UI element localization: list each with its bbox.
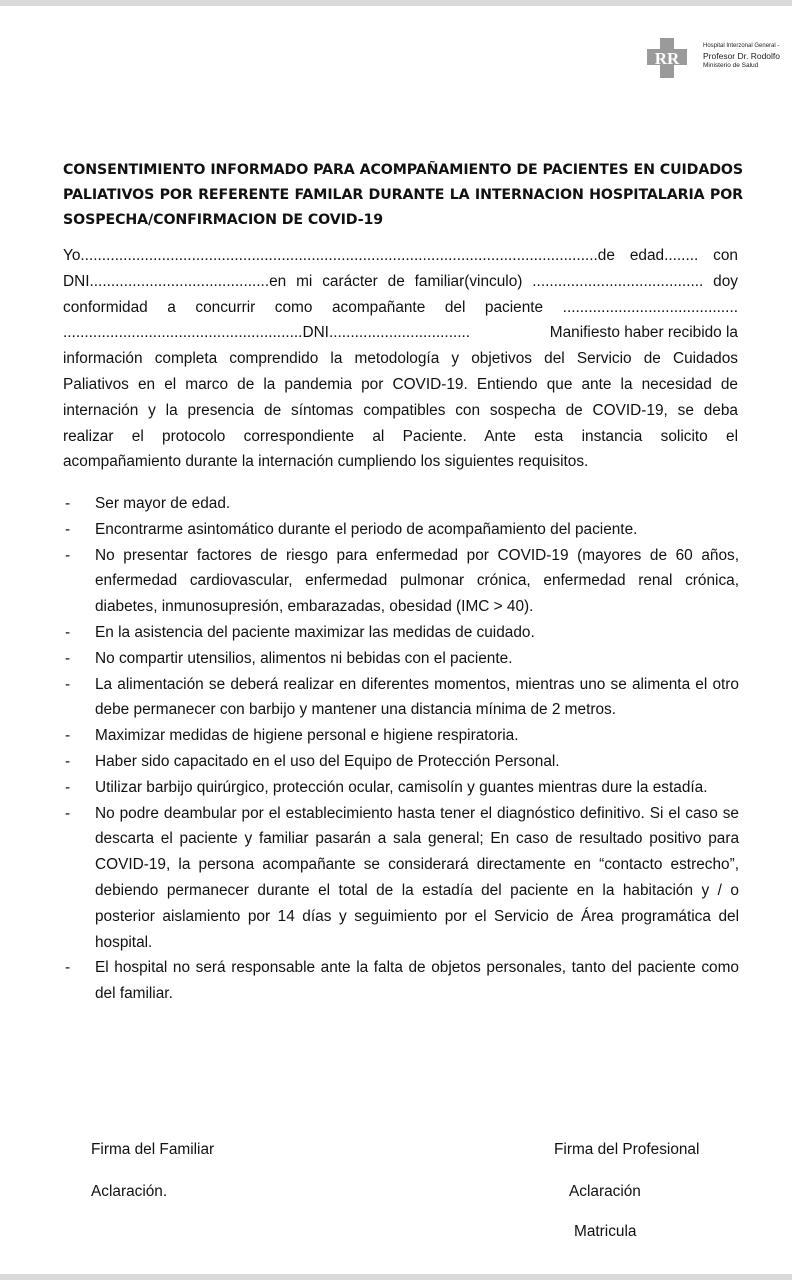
paragraph-line-2: Paliativos en el marco de la pandemia por COVID-19. Entiendo que ante la necesidad de (63, 375, 738, 393)
professional-signature-label: Firma del Profesional (554, 1141, 700, 1158)
title-line-1: CONSENTIMIENTO INFORMADO PARA ACOMPAÑAMIENTO DE PACIENTES EN CUIDADOS (63, 162, 743, 178)
hospital-logo-icon (644, 36, 690, 80)
list-item: - Utilizar barbijo quirúrgico, protección ocular, camisolín y guantes mientras dure la estadía. (65, 778, 708, 796)
ministry-line: Ministerio de Salud (703, 62, 759, 69)
patient-dni-field: ........................................................DNI................................. (63, 324, 471, 342)
list-item: - Haber sido capacitado en el uso del Equipo de Protección Personal. (65, 752, 560, 770)
document-title (63, 158, 743, 233)
paragraph-line-5: acompañamiento durante la internación cumpliendo los siguientes requisitos. (63, 453, 589, 471)
list-item: - Maximizar medidas de higiene personal e higiene respiratoria. (65, 727, 519, 745)
form-line-name (63, 243, 738, 269)
hospital-header (703, 41, 780, 71)
title-line-2: PALIATIVOS POR REFERENTE FAMILAR DURANTE LA INTERNACION HOSPITALARIA POR (63, 187, 743, 203)
form-line-patient-dni (63, 320, 738, 346)
with-label: con (713, 247, 738, 264)
form-line-dni: DNI..........................................en mi carácter de familiar(vinculo) ........................................ doy (63, 272, 738, 290)
hospital-name-line: Hospital Interzonal General - (703, 43, 780, 49)
hospital-director-line: Profesor Dr. Rodolfo (703, 51, 781, 61)
familiar-signature-label: Firma del Familiar (91, 1141, 215, 1158)
svg-text:RR: RR (654, 49, 680, 68)
paragraph-line-4: realizar el protocolo correspondiente al Paciente. Ante esta instancia solicito el (63, 427, 738, 445)
professional-clarification-label: Aclaración (569, 1183, 641, 1200)
name-field: Yo.........................................................................................................................de (63, 247, 615, 264)
professional-license-label: Matricula (574, 1223, 637, 1240)
familiar-clarification-label: Aclaración. (91, 1183, 168, 1200)
title-line-3: SOSPECHA/CONFIRMACION DE COVID-19 (63, 212, 384, 228)
list-item: - El hospital no será responsable ante la falta de objetos personales, tanto del paciente como del familiar. (65, 959, 739, 1003)
list-item: - Ser mayor de edad. (65, 495, 231, 512)
list-item: - Encontrarme asintomático durante el periodo de acompañamiento del paciente. (65, 520, 638, 538)
list-item: - No podre deambular por el establecimiento hasta tener el diagnóstico definitivo. Si el caso se descarta el paciente y familiar pasarán a sala general; En caso de resultado positivo para COVID-19, la persona acompañante se considerará directamente en “contacto estrecho”, debiendo permanecer durante el total de la estadía del paciente en la habitación y / o posterior aislamiento por 14 días y seguimiento por el Servicio de Área programática del hospital. (65, 804, 739, 951)
list-item: - La alimentación se deberá realizar en diferentes momentos, mientras uno se alimenta el otro debe permanecer con barbijo y mantener una distancia mínima de 2 metros. (65, 675, 739, 719)
list-item: - En la asistencia del paciente maximizar las medidas de cuidado. (65, 623, 535, 641)
received-info-text: Manifiesto haber recibido la (549, 324, 738, 342)
consent-form-block (63, 243, 738, 475)
paragraph-line-1: información completa comprendido la metodología y objetivos del Servicio de Cuidados (63, 350, 738, 368)
paragraph-line-3: internación y la presencia de síntomas compatibles con sospecha de COVID-19, se deba (63, 401, 738, 419)
form-line-patient: conformidad a concurrir como acompañante del paciente ......................................... (63, 298, 738, 316)
age-field: edad........ (629, 247, 699, 264)
list-item: - No compartir utensilios, alimentos ni bebidas con el paciente. (65, 649, 513, 667)
requirements-list (63, 491, 739, 1007)
list-item: - No presentar factores de riesgo para enfermedad por COVID-19 (mayores de 60 años, enfermedad cardiovascular, enfermedad pulmonar crónica, enfermedad renal crónica, diabetes, inmunosupresión, embarazadas, obesidad (IMC > 40). (65, 546, 739, 616)
consent-document-page (0, 6, 792, 1274)
